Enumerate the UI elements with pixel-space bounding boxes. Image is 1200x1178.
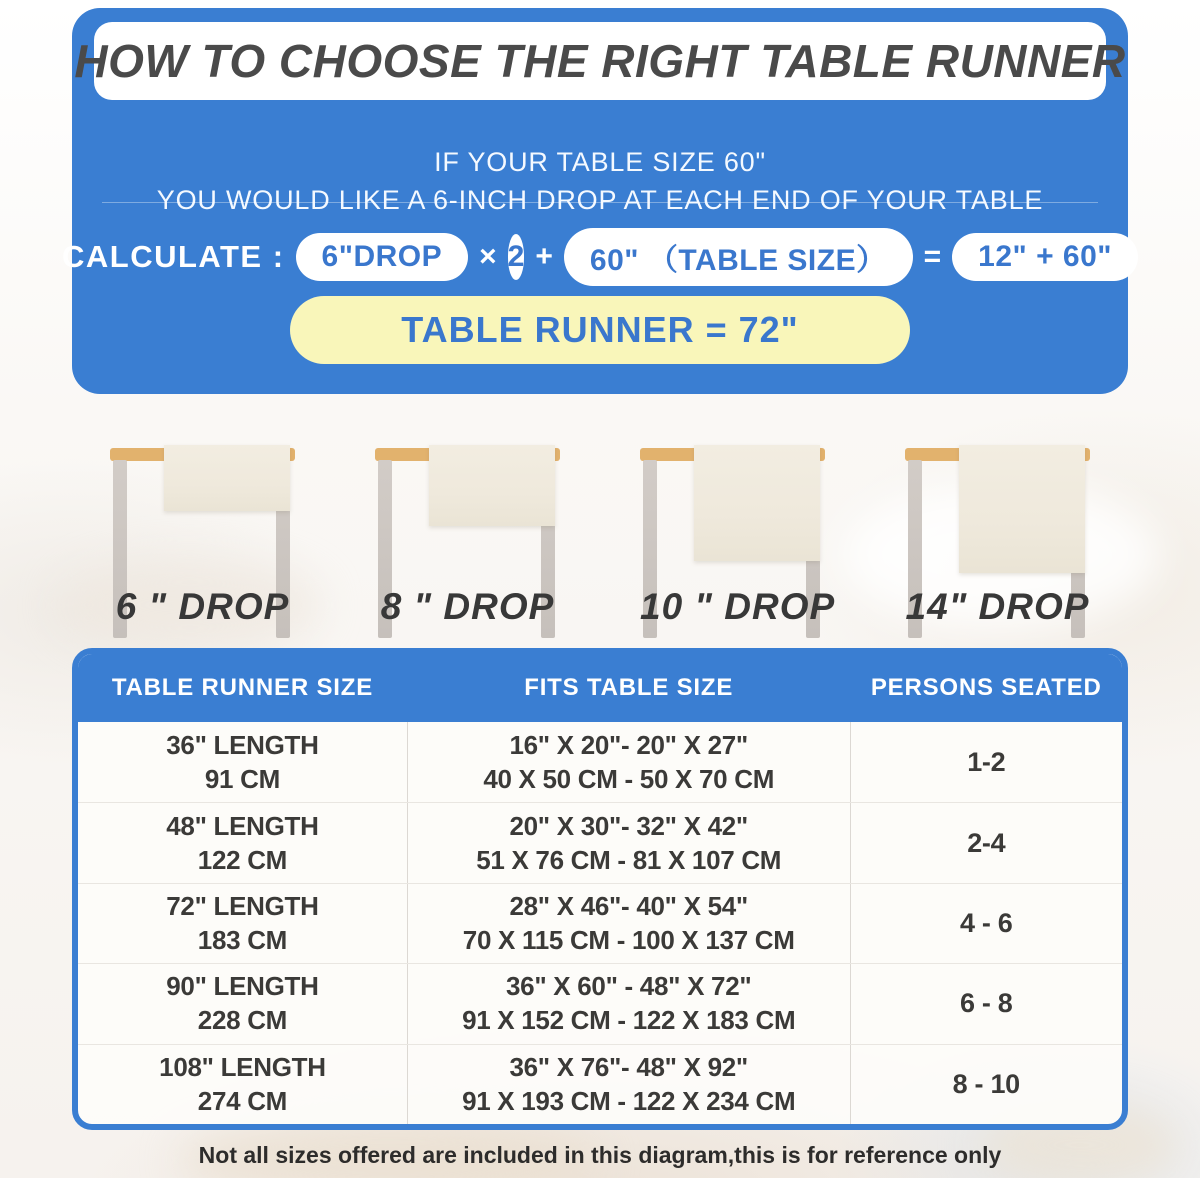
persons-seated-value: 6 - 8 [960,988,1013,1019]
calculation-row [61,228,1128,286]
fits-table-cell [407,964,851,1043]
result-pill: 12" + 60" [952,233,1138,281]
column-header-persons: PERSONS SEATED [870,674,1102,701]
title-banner [74,22,1126,100]
intro-line-1: IF YOUR TABLE SIZE 60" [434,147,766,177]
drop-illustrations [70,424,1130,627]
disclaimer-note: Not all sizes offered are included in this diagram,this is for reference only [198,1142,1002,1168]
fits-table-cell [407,884,851,963]
column-header-runner-size: TABLE RUNNER SIZE [111,674,374,701]
persons-seated-value: 8 - 10 [952,1068,1020,1099]
fits-table-cm: 70 X 115 CM - 100 X 137 CM [462,924,795,955]
size-chart-row [78,802,1122,882]
persons-seated-cell [851,964,1122,1043]
persons-seated-cell [851,1045,1122,1124]
runner-length-cm: 274 CM [197,1085,288,1116]
fits-table-inches: 20" X 30"- 32" X 42" [509,810,748,841]
runner-length-cm: 183 CM [197,924,288,955]
fits-table-cm: 51 X 76 CM - 81 X 107 CM [476,844,782,875]
runner-length-inches: 108" LENGTH [159,1051,326,1082]
fits-table-cm: 91 X 152 CM - 122 X 183 CM [462,1005,796,1036]
drop-label: 10 " DROP [640,586,836,627]
fits-table-inches: 16" X 20"- 20" X 27" [509,729,748,760]
fits-table-cell [407,803,851,882]
runner-size-cell [78,964,407,1043]
table-drop-figure-10in [640,440,836,640]
drop-pill: 6"DROP [296,233,469,281]
table-runner-cloth [694,445,820,561]
size-chart-header [78,654,1122,722]
fits-table-inches: 36" X 76"- 48" X 92" [509,1051,748,1082]
fits-table-inches: 36" X 60" - 48" X 72" [506,971,752,1002]
persons-seated-value: 2-4 [967,827,1006,858]
size-chart-row [78,722,1122,802]
multiply-sign: × [479,240,497,273]
drop-label: 14" DROP [905,586,1090,627]
fits-table-inches: 28" X 46"- 40" X 54" [509,890,748,921]
top-banner-panel [61,8,1128,394]
persons-seated-cell [851,722,1122,802]
size-chart-row [78,883,1122,963]
calculate-label: CALCULATE : [61,239,285,274]
table-drop-figure-8in [375,440,560,640]
fits-table-cm: 40 X 50 CM - 50 X 70 CM [483,763,775,794]
column-header-fits-table: FITS TABLE SIZE [524,674,734,701]
table-drop-figure-14in [905,440,1090,640]
persons-seated-value: 1-2 [967,746,1006,777]
runner-length-cm: 122 CM [197,844,288,875]
runner-size-cell [78,722,407,802]
persons-seated-cell [851,803,1122,882]
fits-table-cm: 91 X 193 CM - 122 X 234 CM [462,1085,796,1116]
fits-table-cell [407,722,851,802]
runner-length-inches: 36" LENGTH [166,729,319,760]
table-drop-figure-6in [110,440,295,640]
table-size-pill: 60" （TABLE SIZE） [564,228,913,286]
table-runner-cloth [429,445,555,526]
runner-size-cell [78,1045,407,1124]
runner-length-cm: 91 CM [204,763,280,794]
runner-length-inches: 90" LENGTH [166,971,319,1002]
persons-seated-value: 4 - 6 [960,907,1013,938]
fits-table-cell [407,1045,851,1124]
runner-length-inches: 48" LENGTH [166,810,319,841]
equals-sign: = [923,240,942,273]
divider-line [102,202,1098,203]
plus-sign: + [535,240,553,273]
size-chart-row [78,1044,1122,1124]
runner-size-cell [78,884,407,963]
table-runner-cloth [164,445,290,511]
page-title: HOW TO CHOOSE THE RIGHT TABLE RUNNER [74,35,1126,87]
intro-line-2: YOU WOULD LIKE A 6-INCH DROP AT EACH END OF YOUR TABLE [156,185,1044,215]
runner-size-cell [78,803,407,882]
runner-length-inches: 72" LENGTH [166,890,319,921]
persons-seated-cell [851,884,1122,963]
table-runner-result-pill: TABLE RUNNER = 72" [290,296,910,364]
size-chart-panel [72,648,1128,1130]
drop-label: 8 " DROP [380,586,555,627]
table-runner-cloth [959,445,1085,573]
drop-label: 6 " DROP [115,586,290,627]
size-chart-row [78,963,1122,1043]
size-chart-body [78,722,1122,1124]
multiplier-badge: 2 [508,234,525,280]
runner-length-cm: 228 CM [197,1005,288,1036]
